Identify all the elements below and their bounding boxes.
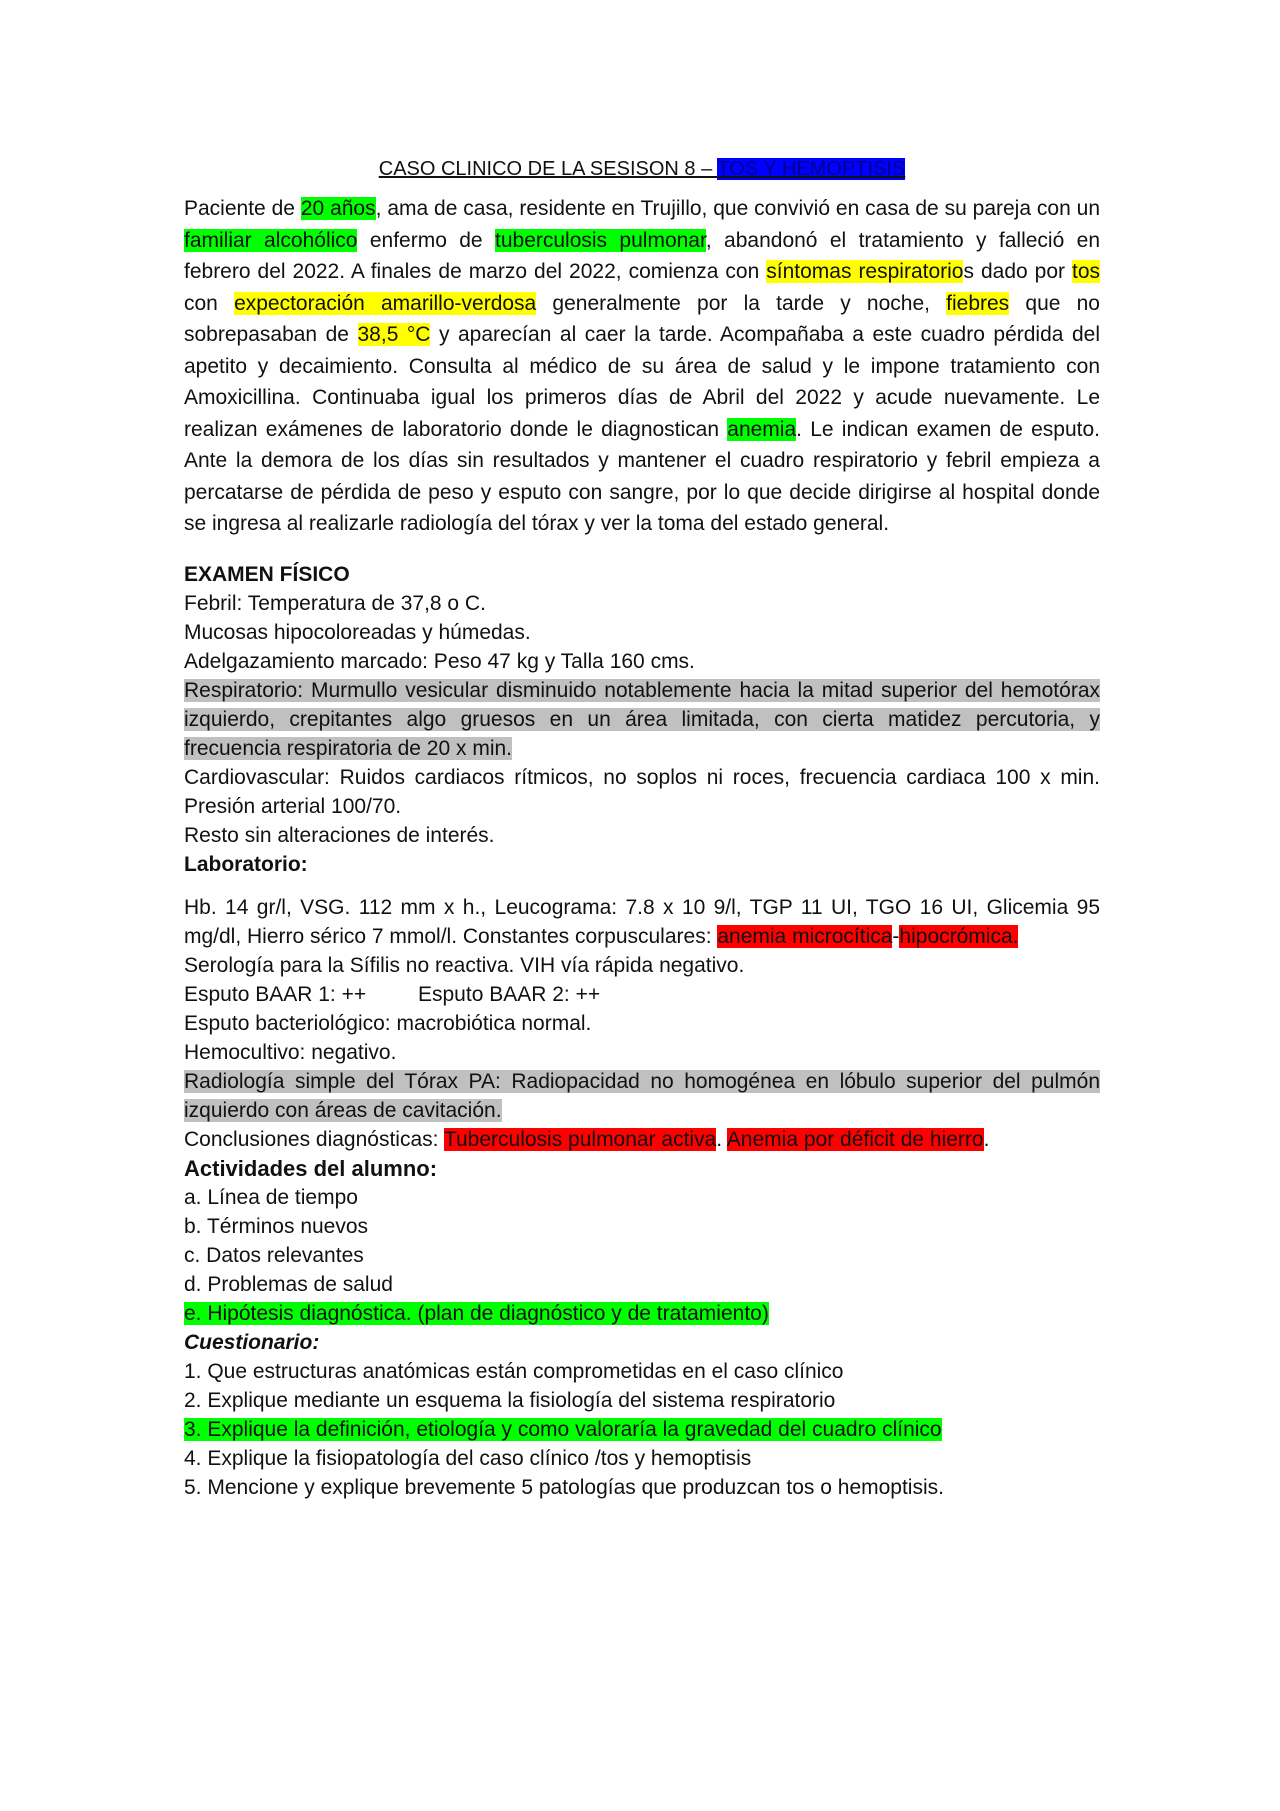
- case-text: Paciente de: [184, 197, 301, 220]
- exam-mucosas: Mucosas hipocoloreadas y húmedas.: [184, 620, 531, 644]
- exam-respiratorio: [184, 676, 1100, 763]
- lab-serologia: Serología para la Sífilis no reactiva. VIH vía rápida negativo.: [184, 953, 745, 977]
- case-text: s dado por: [963, 260, 1072, 283]
- exam-adelgazamiento: Adelgazamiento marcado: Peso 47 kg y Talla 160 cms.: [184, 649, 695, 673]
- question-item: 4. Explique la fisiopatología del caso clínico /tos y hemoptisis: [184, 1446, 752, 1470]
- exam-cardiovascular: Cardiovascular: Ruidos cardiacos rítmicos, no soplos ni roces, frecuencia cardiaca 100 x min. Presión arterial 100/70.: [184, 765, 1100, 818]
- case-text: y aparecían al caer la tarde. Acompañaba a este cuadro pérdida del apetito y decaimiento. Consulta al médico de su área de salud y le impone tratamiento con Amoxicillina. Continuaba igual los primeros días de Abril del 2022 y acude nuevamente. Le realizan exámenes de laboratorio donde le diagnostican: [184, 323, 1100, 441]
- highlight-cough: tos: [1071, 260, 1100, 283]
- case-text: enfermo de: [357, 228, 495, 252]
- lab-baar1: Esputo BAAR 1: ++: [184, 982, 367, 1006]
- case-paragraph: [184, 193, 1100, 540]
- case-text: que no sobrepasaban de: [184, 291, 1100, 346]
- document-title: [184, 155, 1100, 183]
- lab-hb-text: Hb. 14 gr/l, VSG. 112 mm x h., Leucograma: 7.8 x 10 9/l, TGP 11 UI, TGO 16 UI, Glicemia 95 mg/dl, Hierro sérico 7 mmol/l. Constantes corpusculares:: [184, 895, 1100, 948]
- questionnaire-heading: Cuestionario:: [184, 1330, 320, 1354]
- activities-heading: Actividades del alumno:: [184, 1155, 438, 1181]
- lab-baar: [184, 980, 1100, 1009]
- exam-febril: Febril: Temperatura de 37,8 o C.: [184, 591, 486, 615]
- lab-dash: -: [892, 924, 900, 948]
- highlight-microcitica: anemia microcítica: [717, 924, 893, 948]
- highlight-hipocromica: hipocrómica.: [899, 924, 1019, 948]
- activity-item-highlighted: [184, 1299, 1100, 1328]
- case-text: , ama de casa, residente en Trujillo, que convivió en casa de su pareja con un: [375, 197, 1100, 220]
- exam-heading: EXAMEN FÍSICO: [184, 562, 350, 586]
- highlight-expectoration: expectoración amarillo-verdosa: [234, 291, 537, 315]
- lab-baar2: Esputo BAAR 2: ++: [418, 982, 601, 1006]
- highlight-symptoms: síntomas respiratorio: [766, 260, 964, 283]
- activity-item: b. Términos nuevos: [184, 1214, 369, 1238]
- highlight-diagnosis-tb: Tuberculosis pulmonar activa: [443, 1127, 717, 1151]
- lab-heading: Laboratorio:: [184, 852, 308, 876]
- highlight-temperature: 38,5 °C: [357, 323, 431, 346]
- conclusiones-label: Conclusiones diagnósticas:: [184, 1127, 444, 1151]
- highlight-relative: familiar alcohólico: [184, 228, 358, 252]
- highlight-respiratorio: Respiratorio: Murmullo vesicular disminuido notablemente hacia la mitad superior del hemotórax izquierdo, crepitantes algo gruesos en un área limitada, con cierta matidez percutoria, y frecuencia respiratoria de 20 x min.: [184, 678, 1100, 760]
- activity-item: c. Datos relevantes: [184, 1243, 364, 1267]
- case-text: , abandonó el tratamiento y falleció en febrero del 2022. A finales de marzo del 2022, comienza con: [184, 228, 1100, 283]
- lab-hb: [184, 893, 1100, 951]
- highlight-radiologia: Radiología simple del Tórax PA: Radiopacidad no homogénea en lóbulo superior del pulmón izquierdo con áreas de cavitación.: [184, 1069, 1100, 1122]
- highlight-tuberculosis: tuberculosis pulmonar: [495, 228, 706, 252]
- highlight-question-3: 3. Explique la definición, etiología y como valoraría la gravedad del cuadro clínico: [184, 1417, 942, 1441]
- question-item: 1. Que estructuras anatómicas están comprometidas en el caso clínico: [184, 1359, 844, 1383]
- title-highlight: TOS Y HEMOPTISIS: [717, 158, 906, 180]
- activity-item: a. Línea de tiempo: [184, 1185, 358, 1209]
- highlight-anemia: anemia: [727, 417, 797, 441]
- lab-radiologia: [184, 1067, 1100, 1125]
- case-text: generalmente por la tarde y noche,: [536, 291, 947, 315]
- title-text: CASO CLINICO DE LA SESISON 8 –: [378, 158, 718, 180]
- conclusiones-end: .: [983, 1127, 990, 1151]
- highlight-age: 20 años: [300, 197, 376, 220]
- question-item-highlighted: [184, 1415, 1100, 1444]
- exam-resto: Resto sin alteraciones de interés.: [184, 823, 495, 847]
- highlight-activity-e: e. Hipótesis diagnóstica. (plan de diagnóstico y de tratamiento): [184, 1301, 769, 1325]
- highlight-diagnosis-anemia: Anemia por déficit de hierro: [726, 1127, 984, 1151]
- lab-hemocultivo: Hemocultivo: negativo.: [184, 1040, 397, 1064]
- activity-item: d. Problemas de salud: [184, 1272, 393, 1296]
- question-item: 5. Mencione y explique brevemente 5 patologías que produzcan tos o hemoptisis.: [184, 1475, 944, 1499]
- highlight-fever: fiebres: [946, 291, 1010, 315]
- lab-conclusiones: [184, 1125, 1100, 1154]
- case-text: con: [184, 291, 235, 315]
- conclusiones-sep: .: [716, 1127, 727, 1151]
- case-text: . Le indican examen de esputo. Ante la demora de los días sin resultados y mantener el cuadro respiratorio y febril empieza a percatarse de pérdida de peso y esputo con sangre, por lo que decide dirigirse al hospital donde se ingresa al realizarle radiología del tórax y ver la toma del estado general.: [184, 417, 1100, 535]
- question-item: 2. Explique mediante un esquema la fisiología del sistema respiratorio: [184, 1388, 836, 1412]
- lab-bacteriologico: Esputo bacteriológico: macrobiótica normal.: [184, 1011, 592, 1035]
